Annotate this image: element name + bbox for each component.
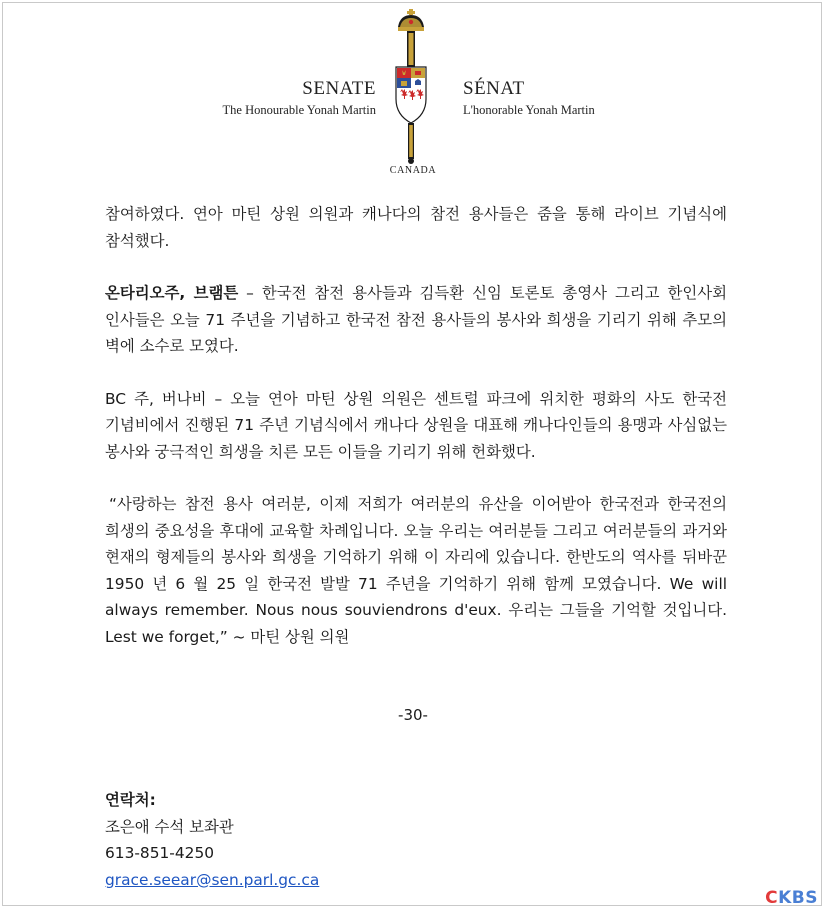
quote-paragraph: “사랑하는 참전 용사 여러분, 이제 저희가 여러분의 유산을 이어받아 한국전과 한국전의 희생의 중요성을 후대에 교육할 차례입니다. 오늘 우리는 여러분들 그리고 여러분들의 과거와 현재의 형제들의 봉사와 희생을 기억하기 위해 이 자리에 있습니다. 한반도의 역사를 뒤바꾼 1950 년 6 월 25 일 한국전 발발 71 주년을 기억하기 위해 함께 모였습니다. We will always remember. Nous nous souviendrons d'eux. 우리는 그들을 기억할 것입니다. Lest we forget,” ~ 마틴 상원 의원 (105, 495, 727, 646)
senat-title: SÉNAT (463, 78, 525, 99)
paragraph-1: 참여하였다. 연아 마틴 상원 의원과 캐나다의 참전 용사들은 줌을 통해 라이브 기념식에 참석했다. (105, 205, 727, 250)
senator-name-en: The Honourable Yonah Martin (222, 103, 376, 117)
paragraph-2-text: – 한국전 참전 용사들과 김득환 신임 토론토 총영사 그리고 한인사회 인사들은 오늘 71 주년을 기념하고 한국전 참전 용사들의 봉사와 희생을 기리기 위해 추모의 벽에 소수로 모였다. (105, 284, 727, 355)
senate-title: SENATE (302, 78, 376, 99)
watermark-kbs: KBS (778, 888, 818, 908)
kbs-watermark (765, 888, 818, 908)
contact-name: 조은애 수석 보좌관 (105, 817, 234, 836)
document-page (2, 2, 822, 906)
contact-phone: 613-851-4250 (105, 844, 215, 862)
senator-name-fr: L'honorable Yonah Martin (463, 103, 595, 117)
letterhead-right (463, 77, 595, 119)
end-marker: -30- (398, 706, 428, 724)
paragraph-3: BC 주, 버나비 – 오늘 연아 마틴 상원 의원은 센트럴 파크에 위치한 평화의 사도 한국전 기념비에서 진행된 71 주년 기념식에서 캐나다 상원을 대표해 캐나다인들의 용맹과 사심없는 봉사와 궁극적인 희생을 치른 모든 이들을 기리기 위해 헌화했다. (105, 389, 727, 461)
press-release-body (105, 201, 727, 676)
contact-block (105, 787, 319, 893)
contact-heading: 연락처: (105, 791, 156, 809)
letterhead-left (223, 77, 376, 119)
senate-crest-icon (390, 7, 450, 165)
watermark-c: C (765, 888, 779, 908)
paragraph-2 (105, 280, 727, 360)
letterhead (3, 3, 823, 183)
dateline-brampton: 온타리오주, 브램튼 (105, 284, 239, 302)
crest-label: CANADA (389, 165, 437, 176)
contact-email-link[interactable]: grace.seear@sen.parl.gc.ca (105, 870, 320, 889)
